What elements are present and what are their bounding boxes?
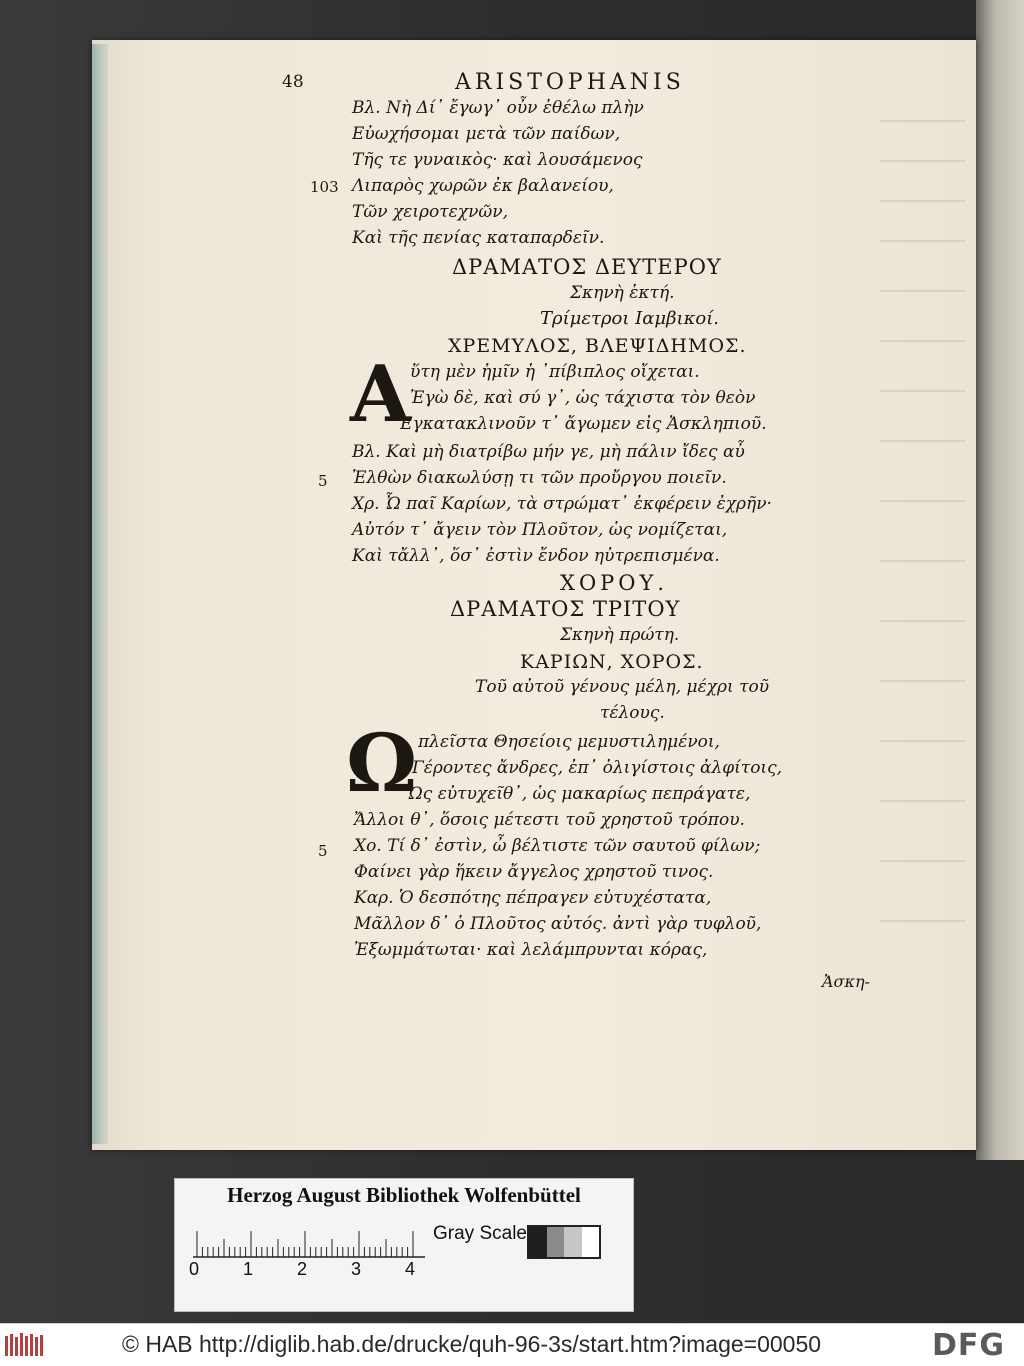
scene-heading: Σκηνὴ ἑκτή. [570, 283, 675, 303]
gray-swatch [582, 1227, 600, 1257]
ruler-number: 2 [297, 1259, 308, 1279]
library-name: Herzog August Bibliothek Wolfenbüttel [227, 1183, 581, 1207]
grayscale-label: Gray Scale [433, 1223, 527, 1244]
meter-heading: τέλους. [600, 703, 665, 723]
text-line: Καὶ τἄλλ᾽, ὅσ᾽ ἐστὶν ἔνδον ηὐτρεπισμένα. [352, 546, 720, 566]
text-line: Εὐωχήσομαι μετὰ τῶν παίδων, [352, 124, 621, 144]
meter-heading: Τρίμετροι Ιαμβικοί. [540, 308, 720, 329]
text-line: Χο. Τί δ᾽ ἐστὶν, ὦ βέλτιστε τῶν σαυτοῦ φίλων; [354, 836, 761, 856]
act-title: ΔΡΑΜΑΤΟΣ ΔΕΥΤΕΡΟΥ [452, 255, 722, 279]
text-line: Ἐγκατακλινοῦν τ᾽ ἄγωμεν εἰς Ἀσκληπιοῦ. [398, 414, 767, 434]
character-heading: ΚΑΡΙΩΝ, ΧΟΡΟΣ. [520, 651, 704, 673]
ruler-number: 0 [189, 1259, 200, 1279]
dfg-logo: DFG [932, 1328, 1006, 1363]
color-reference-card [174, 1178, 634, 1312]
line-number: 5 [318, 472, 328, 490]
text-line: πλεῖστα Θησείοις μεμυστιλημένοι, [418, 732, 720, 752]
text-line: Ἄλλοι θ᾽, ὅσοις μέτεστι τοῦ χρηστοῦ τρόπου. [354, 810, 745, 830]
text-line: Φαίνει γὰρ ἥκειν ἄγγελος χρηστοῦ τινος. [354, 862, 714, 882]
grayscale-swatches [527, 1225, 601, 1259]
hab-logo-icon [4, 1332, 46, 1358]
ruler-number: 3 [351, 1259, 362, 1279]
gray-swatch [547, 1227, 565, 1257]
chorus-heading: ΧΟΡΟΥ. [560, 571, 669, 595]
ruler-numbers [189, 1259, 429, 1285]
text-line: Ἐγὼ δὲ, καὶ σύ γ᾽, ὡς τάχιστα τὸν θεὸν [410, 388, 756, 408]
text-line: Αὐτόν τ᾽ ἄγειν τὸν Πλοῦτον, ὡς νομίζεται, [352, 520, 728, 540]
line-number: 103 [310, 178, 339, 196]
text-line: Λιπαρὸς χωρῶν ἐκ βαλανείου, [352, 176, 614, 196]
ruler-number: 4 [405, 1259, 416, 1279]
ruler-number: 1 [243, 1259, 254, 1279]
gray-swatch [529, 1227, 547, 1257]
catchword: Ἀσκη- [822, 972, 870, 991]
line-number: 5 [318, 842, 328, 860]
text-line: Ἐλθὼν διακωλύσῃ τι τῶν προὔργου ποιεῖν. [352, 468, 727, 488]
gray-swatch [564, 1227, 582, 1257]
text-line: Ἐξωμμάτωται· καὶ λελάμπρυνται κόρας, [354, 940, 708, 960]
text-line: Καὶ τῆς πενίας καταπαρδεῖν. [352, 228, 605, 248]
running-head: ARISTOPHANIS [455, 70, 685, 95]
text-line: Τῆς τε γυναικὸς· καὶ λουσάμενος [352, 150, 643, 170]
scene-heading: Σκηνὴ πρώτη. [560, 625, 680, 645]
page-number: 48 [282, 72, 304, 92]
drop-cap: A [350, 349, 411, 440]
text-line: Μᾶλλον δ᾽ ὁ Πλοῦτος αὐτός. ἀντὶ γὰρ τυφλοῦ, [354, 914, 762, 934]
text-line: ὕτη μὲν ἡμῖν ἡ ᾽πίβιπλος οἴχεται. [410, 362, 700, 382]
text-line: Χρ. Ὦ παῖ Καρίων, τὰ στρώματ᾽ ἐκφέρειν ἐχρῆν· [352, 494, 772, 514]
text-line: Ὡς εὐτυχεῖθ᾽, ὡς μακαρίως πεπράγατε, [408, 784, 751, 804]
character-heading: ΧΡΕΜΥΛΟΣ, ΒΛΕΨΙΔΗΜΟΣ. [448, 335, 747, 357]
footer-link[interactable]: © HAB http://diglib.hab.de/drucke/quh-96-3s/start.htm?image=00050 [122, 1331, 822, 1357]
text-line: Τῶν χειροτεχνῶν, [352, 202, 509, 222]
text-line: Καρ. Ὁ δεσπότης πέπραγεν εὐτυχέστατα, [354, 888, 712, 908]
text-line: Βλ. Νὴ Δί᾽ ἔγωγ᾽ οὖν ἐθέλω πλὴν [352, 98, 644, 118]
text-line: Βλ. Καὶ μὴ διατρίβω μήν γε, μὴ πάλιν ἴδες αὖ [352, 442, 745, 462]
text-line: Γέροντες ἄνδρες, ἐπ᾽ ὀλιγίστοις ἀλφίτοις, [412, 758, 783, 778]
meter-heading: Τοῦ αὐτοῦ γένους μέλη, μέχρι τοῦ [475, 677, 770, 697]
act-title: ΔΡΑΜΑΤΟΣ ΤΡΙΤΟΥ [450, 597, 681, 621]
drop-cap: Ω [346, 716, 418, 810]
footer-bar [0, 1323, 1024, 1366]
measurement-ruler [193, 1219, 433, 1259]
